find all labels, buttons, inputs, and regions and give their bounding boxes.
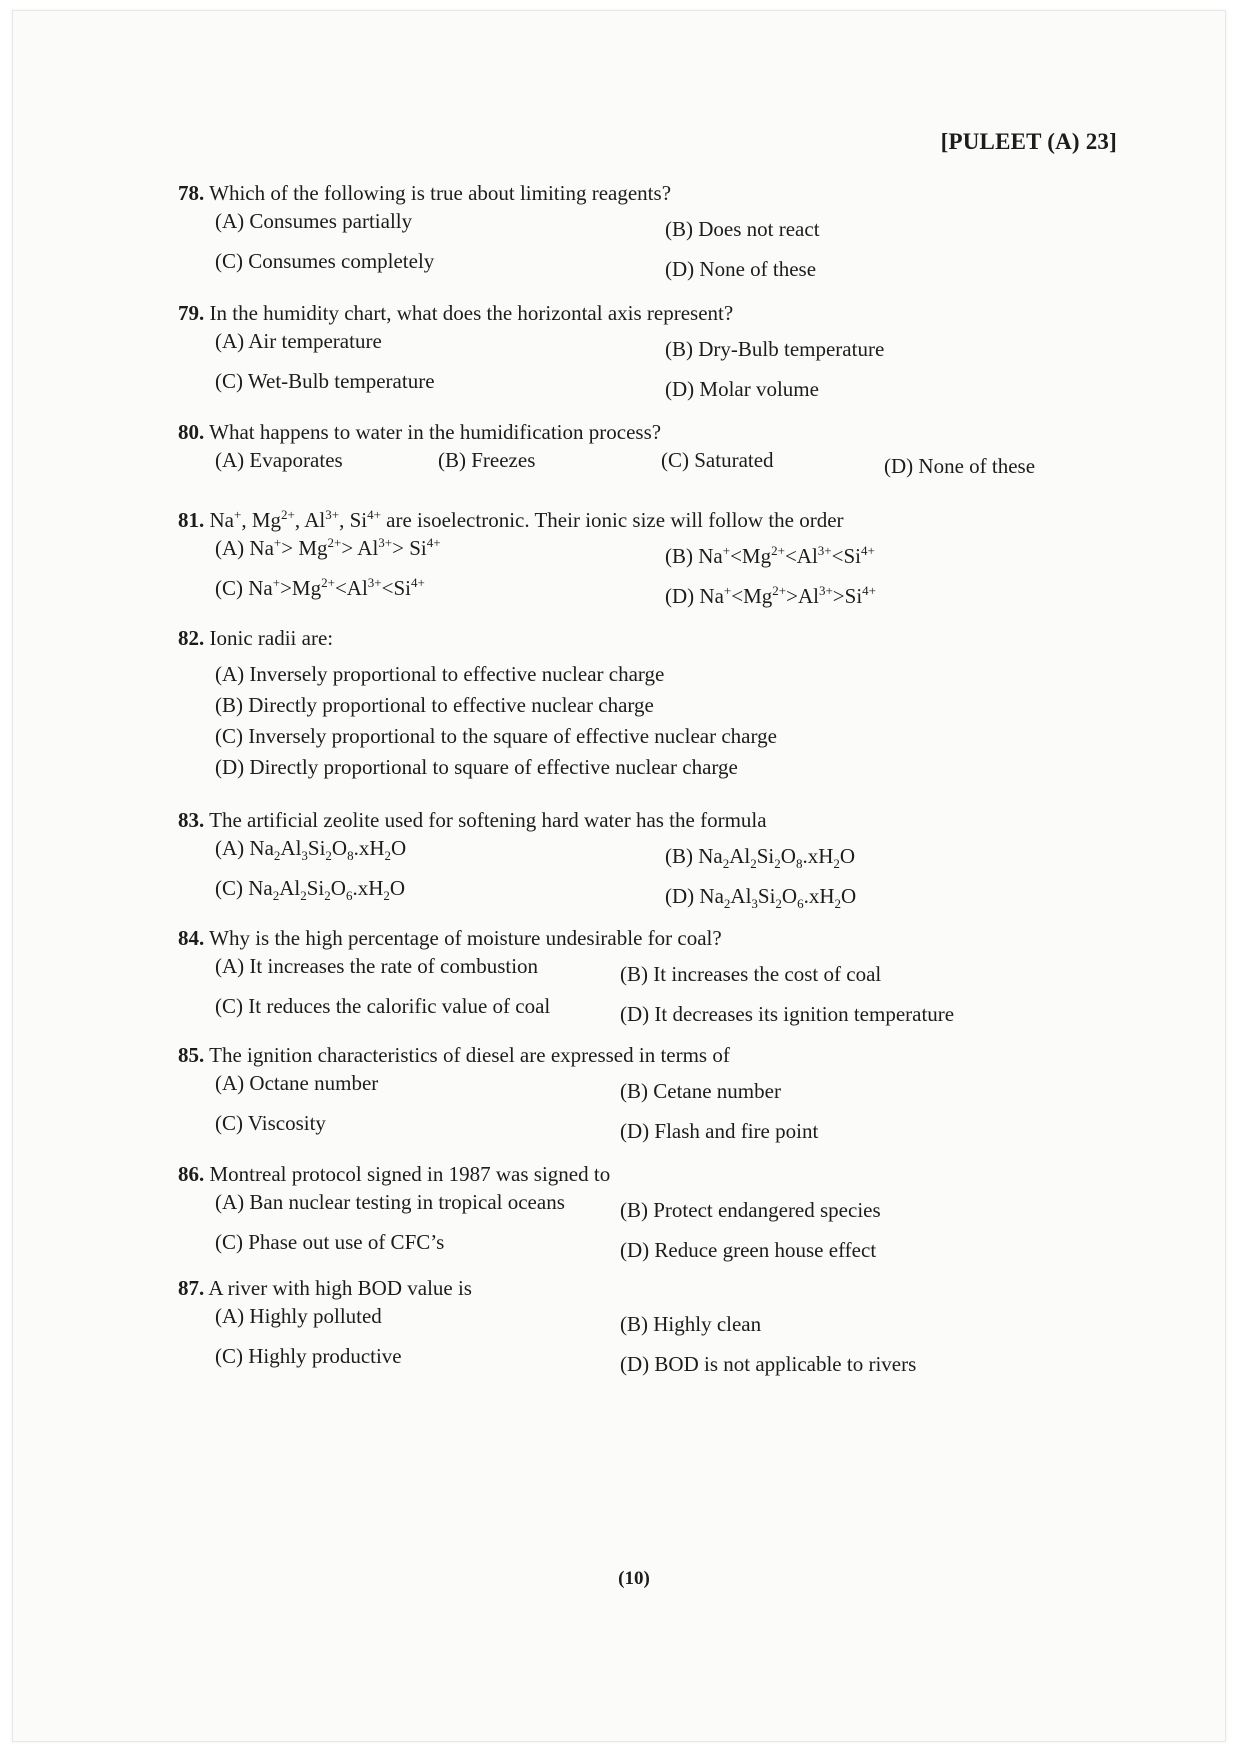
question-text: Why is the high percentage of moisture undesirable for coal?	[209, 926, 722, 950]
options	[215, 660, 1118, 781]
options	[215, 952, 1118, 1028]
option-c: (C) Viscosity	[215, 1111, 326, 1135]
options	[215, 207, 1118, 283]
question-87	[178, 1274, 1118, 1378]
option-c: (C) Inversely proportional to the square of effective nuclear charge	[215, 724, 777, 748]
option-a: (A) $Na^+> Mg^{2+}> Al^{3+}> Si^{4+}$	[215, 535, 441, 560]
question-text: are isoelectronic. Their ionic size will follow the order	[386, 508, 844, 532]
option-a: (A) Evaporates	[215, 448, 343, 472]
option-c: (C) Wet-Bulb temperature	[215, 369, 435, 393]
question-text: The ignition characteristics of diesel are expressed in terms of	[209, 1043, 730, 1067]
option-d: (D) $Na^+<Mg^{2+}>Al^{3+}>Si^{4+}$	[665, 583, 876, 608]
option-d: (D) Flash and fire point	[620, 1119, 819, 1143]
option-d: (D) $Na_2Al_3Si_2O_6.xH_2O$	[665, 884, 857, 912]
question-83	[178, 806, 1118, 910]
option-a: (A) Ban nuclear testing in tropical oceans	[215, 1190, 565, 1214]
option-b: (B) Cetane number	[620, 1079, 781, 1103]
question-stem	[178, 418, 1118, 446]
question-stem	[178, 624, 1118, 652]
question-number: 78.	[178, 181, 205, 205]
question-text: A river with high BOD value is	[208, 1276, 472, 1300]
option-c: (C) Saturated	[661, 448, 774, 472]
option-a: (A) Highly polluted	[215, 1304, 382, 1328]
option-a: (A) $Na_2Al_3Si_2O_8.xH_2O$	[215, 836, 407, 864]
option-b: (B) $Na_2Al_2Si_2O_8.xH_2O$	[665, 844, 856, 872]
question-86	[178, 1160, 1118, 1264]
option-b: (B) Freezes	[438, 448, 536, 472]
question-number: 86.	[178, 1162, 205, 1186]
question-stem	[178, 806, 1118, 834]
question-number: 81.	[178, 508, 205, 532]
question-79	[178, 299, 1118, 403]
question-85	[178, 1041, 1118, 1145]
question-stem	[178, 1160, 1118, 1188]
question-text: In the humidity chart, what does the horizontal axis represent?	[209, 301, 734, 325]
option-a: (A) It increases the rate of combustion	[215, 954, 539, 978]
option-b: (B) Directly proportional to effective nuclear charge	[215, 693, 654, 717]
question-82	[178, 624, 1118, 784]
option-d: (D) Reduce green house effect	[620, 1238, 877, 1262]
option-c: (C) $Na_2Al_2Si_2O_6.xH_2O$	[215, 876, 406, 904]
option-a: (A) Inversely proportional to effective nuclear charge	[215, 662, 665, 686]
options	[215, 1302, 1118, 1378]
option-c: (C) $Na^+>Mg^{2+}<Al^{3+}<Si^{4+}$	[215, 575, 425, 600]
options	[215, 1188, 1118, 1264]
option-c: (C) It reduces the calorific value of coal	[215, 994, 551, 1018]
paper-code: [PULEET (A) 23]	[940, 129, 1117, 154]
option-d: (D) None of these	[665, 257, 817, 281]
question-number: 79.	[178, 301, 205, 325]
option-b: (B) Protect endangered species	[620, 1198, 881, 1222]
question-stem	[178, 1041, 1118, 1069]
option-c: (C) Phase out use of CFC’s	[215, 1230, 445, 1254]
options	[215, 327, 1118, 403]
option-b: (B) $Na^+<Mg^{2+}<Al^{3+}<Si^{4+}$	[665, 543, 875, 568]
question-81	[178, 506, 1118, 610]
option-a: (A) Octane number	[215, 1071, 379, 1095]
option-b: (B) Does not react	[665, 217, 820, 241]
question-number: 84.	[178, 926, 205, 950]
question-text: Which of the following is true about limiting reagents?	[209, 181, 672, 205]
question-78	[178, 179, 1118, 283]
option-d: (D) None of these	[884, 454, 1036, 478]
option-d: (D) Directly proportional to square of effective nuclear charge	[215, 755, 738, 779]
question-stem	[178, 179, 1118, 207]
page-number	[13, 1568, 1225, 1590]
question-84	[178, 924, 1118, 1028]
options	[215, 834, 1118, 910]
options	[215, 534, 1118, 610]
options	[215, 1069, 1118, 1145]
question-80	[178, 418, 1118, 480]
question-stem	[178, 506, 1118, 534]
option-a: (A) Air temperature	[215, 329, 382, 353]
option-d: (D) It decreases its ignition temperature	[620, 1002, 955, 1026]
question-number: 83.	[178, 808, 205, 832]
question-text: Ionic radii are:	[209, 626, 334, 650]
option-b: (B) It increases the cost of coal	[620, 962, 882, 986]
option-d: (D) Molar volume	[665, 377, 819, 401]
exam-page	[12, 10, 1226, 1742]
option-a: (A) Consumes partially	[215, 209, 413, 233]
question-text: What happens to water in the humidification process?	[209, 420, 662, 444]
question-number: 87.	[178, 1276, 205, 1300]
question-stem	[178, 1274, 1118, 1302]
option-d: (D) BOD is not applicable to rivers	[620, 1352, 917, 1376]
question-number: 80.	[178, 420, 205, 444]
question-number: 85.	[178, 1043, 205, 1067]
option-c: (C) Consumes completely	[215, 249, 435, 273]
question-number: 82.	[178, 626, 205, 650]
page-number-text: (10)	[618, 1568, 650, 1589]
option-b: (B) Highly clean	[620, 1312, 762, 1336]
question-stem	[178, 299, 1118, 327]
question-stem	[178, 924, 1118, 952]
option-b: (B) Dry-Bulb temperature	[665, 337, 885, 361]
options	[215, 446, 1118, 480]
question-text: The artificial zeolite used for softening hard water has the formula	[209, 808, 767, 832]
option-c: (C) Highly productive	[215, 1344, 402, 1368]
question-text: Montreal protocol signed in 1987 was signed to	[209, 1162, 611, 1186]
ion-list: Na+, $Mg^{2+}$, $Al^{3+}$, $Si^{4+}$	[209, 507, 381, 532]
